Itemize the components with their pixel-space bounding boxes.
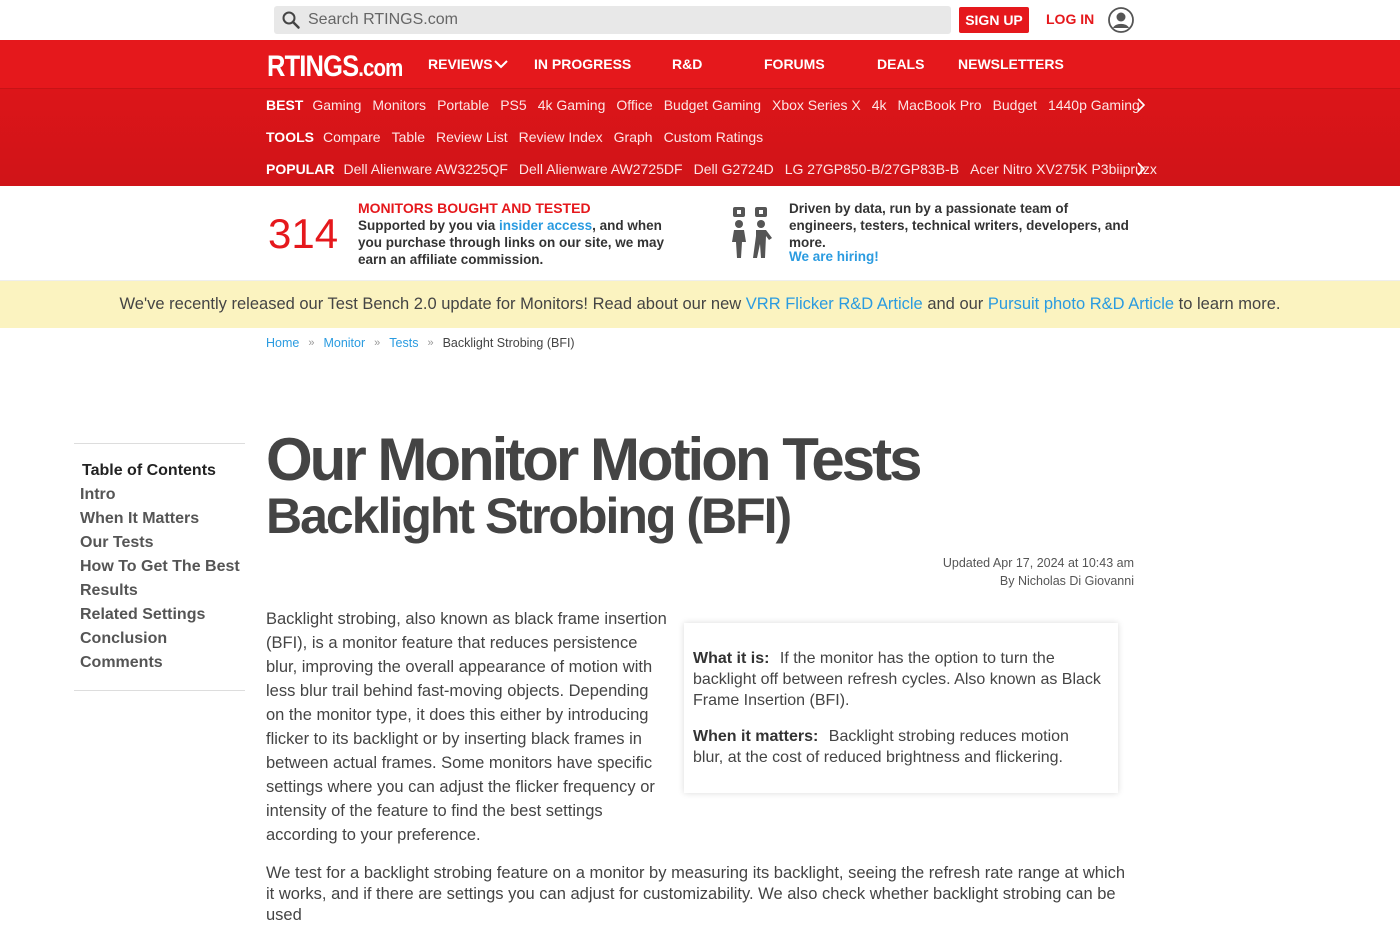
best-link[interactable]: 4k Gaming bbox=[537, 97, 606, 113]
tools-link[interactable]: Graph bbox=[613, 129, 653, 145]
tested-count: 314 bbox=[268, 210, 339, 257]
intro-paragraph: Backlight strobing, also known as black frame insertion (BFI), is a monitor feature that reduces persistence blur, improving the overall appearance of motion with less blur trail behind fast-moving objects. Depending on the monitor type, it does this either by introducing flicker to its backlight or by inserting black frames in between actual frames. Some monitors have specific settings where you can adjust the flicker frequency or intensity of the feature to find the best settings according to your preference. bbox=[266, 610, 667, 844]
tools-link[interactable]: Review List bbox=[436, 129, 508, 145]
nav-rnd[interactable]: R&D bbox=[672, 56, 703, 72]
chevron-down-icon[interactable] bbox=[494, 60, 508, 69]
search-box[interactable] bbox=[274, 6, 951, 34]
toc-item-intro[interactable]: Intro bbox=[80, 486, 116, 503]
toc-item-when-it-matters[interactable]: When It Matters bbox=[80, 510, 200, 527]
best-link[interactable]: Budget bbox=[992, 97, 1037, 113]
breadcrumb-separator-icon: » bbox=[308, 337, 315, 349]
toc-item-our-tests[interactable]: Our Tests bbox=[80, 534, 154, 551]
popular-link[interactable]: LG 27GP850-B/27GP83B-B bbox=[784, 161, 960, 177]
best-link[interactable]: MacBook Pro bbox=[897, 97, 982, 113]
search-icon[interactable] bbox=[282, 11, 300, 29]
site-logo[interactable]: RTINGS.com bbox=[267, 50, 403, 83]
popular-link[interactable]: Acer Nitro XV275K P3biipruzx bbox=[970, 161, 1157, 177]
announcement-banner: We've recently released our Test Bench 2.0 update for Monitors! Read about our new VRR Flicker R&D Article and our Pursuit photo R&D Article to learn more. bbox=[0, 281, 1400, 328]
breadcrumb bbox=[266, 336, 575, 350]
table-of-contents bbox=[74, 443, 245, 691]
test-paragraph: We test for a backlight strobing feature on a monitor by measuring its backlight, seeing the refresh rate range at which it works, and if there are settings you can adjust for customizability. We also check whether backlight strobing can be used bbox=[266, 864, 1126, 924]
tools-row bbox=[266, 121, 774, 153]
best-row bbox=[266, 89, 1151, 121]
popular-label: POPULAR bbox=[266, 161, 335, 177]
toc-item-comments[interactable]: Comments bbox=[80, 654, 163, 671]
toc-title: Table of Contents bbox=[82, 462, 216, 479]
page-title: Our Monitor Motion Tests bbox=[266, 426, 920, 493]
tools-label: TOOLS bbox=[266, 129, 314, 145]
search-input[interactable] bbox=[308, 11, 908, 29]
nav-reviews[interactable]: REVIEWS bbox=[428, 56, 493, 72]
nav-in-progress[interactable]: IN PROGRESS bbox=[534, 56, 632, 72]
breadcrumb-separator-icon: » bbox=[374, 337, 381, 349]
tools-link[interactable]: Table bbox=[391, 129, 426, 145]
login-link[interactable]: LOG IN bbox=[1046, 11, 1095, 27]
when-it-matters: When it matters: Backlight strobing reduces motion blur, at the cost of reduced brightness and flickering. bbox=[693, 728, 1069, 766]
best-link[interactable]: Portable bbox=[437, 97, 490, 113]
top-bar bbox=[0, 0, 1400, 40]
toc-item-best-results[interactable]: How To Get The Best Results bbox=[80, 558, 240, 599]
what-it-is: What it is: If the monitor has the option to turn the backlight off between refresh cycles. Also known as Black Frame Insertion (BFI). bbox=[693, 650, 1101, 709]
popular-row bbox=[266, 153, 1168, 185]
best-link[interactable]: Budget Gaming bbox=[663, 97, 761, 113]
breadcrumb-tests[interactable]: Tests bbox=[389, 336, 419, 350]
pursuit-photo-link[interactable]: Pursuit photo R&D Article bbox=[987, 295, 1175, 313]
author-link[interactable]: By Nicholas Di Giovanni bbox=[999, 574, 1134, 588]
summary-card bbox=[684, 623, 1118, 793]
insider-access-link[interactable]: insider access bbox=[499, 218, 593, 233]
hiring-link[interactable]: We are hiring! bbox=[789, 249, 879, 264]
vrr-flicker-link[interactable]: VRR Flicker R&D Article bbox=[745, 295, 923, 313]
best-link[interactable]: PS5 bbox=[500, 97, 527, 113]
page-subtitle: Backlight Strobing (BFI) bbox=[266, 488, 791, 544]
signup-button[interactable]: SIGN UP bbox=[959, 7, 1029, 33]
best-link[interactable]: Office bbox=[616, 97, 653, 113]
nav-deals[interactable]: DEALS bbox=[877, 56, 925, 72]
nav-forums[interactable]: FORUMS bbox=[764, 56, 825, 72]
updated-timestamp: Updated Apr 17, 2024 at 10:43 am bbox=[942, 556, 1134, 570]
popular-link[interactable]: Dell Alienware AW2725DF bbox=[518, 161, 683, 177]
team-icon bbox=[728, 206, 774, 260]
promo-strip bbox=[0, 186, 1400, 281]
tools-link[interactable]: Compare bbox=[322, 129, 381, 145]
best-link[interactable]: 4k bbox=[871, 97, 887, 113]
chevron-right-icon[interactable] bbox=[1136, 162, 1146, 176]
account-avatar-icon[interactable] bbox=[1108, 7, 1134, 33]
popular-link[interactable]: Dell Alienware AW3225QF bbox=[343, 161, 508, 177]
best-label: BEST bbox=[266, 97, 304, 113]
best-link[interactable]: 1440p Gaming bbox=[1047, 97, 1140, 113]
promo-heading: MONITORS BOUGHT AND TESTED bbox=[358, 200, 591, 216]
best-link[interactable]: Xbox Series X bbox=[772, 97, 861, 113]
sub-nav bbox=[0, 89, 1400, 186]
chevron-right-icon[interactable] bbox=[1136, 98, 1146, 112]
best-link[interactable]: Monitors bbox=[372, 97, 427, 113]
tools-link[interactable]: Custom Ratings bbox=[663, 129, 764, 145]
breadcrumb-separator-icon: » bbox=[427, 337, 434, 349]
tools-link[interactable]: Review Index bbox=[518, 129, 603, 145]
toc-item-conclusion[interactable]: Conclusion bbox=[80, 630, 168, 647]
breadcrumb-monitor[interactable]: Monitor bbox=[323, 336, 366, 350]
breadcrumb-home[interactable]: Home bbox=[266, 336, 300, 350]
main-nav bbox=[0, 40, 1400, 89]
nav-newsletters[interactable]: NEWSLETTERS bbox=[958, 56, 1064, 72]
toc-item-related-settings[interactable]: Related Settings bbox=[80, 606, 206, 623]
support-text: Supported by you via insider access, and when you purchase through links on our site, we may earn an affiliate commission. bbox=[358, 218, 665, 267]
best-link[interactable]: Gaming bbox=[312, 97, 362, 113]
breadcrumb-current: Backlight Strobing (BFI) bbox=[442, 336, 575, 350]
team-text: Driven by data, run by a passionate team of engineers, testers, technical writers, developers, and more. bbox=[789, 201, 1129, 250]
popular-link[interactable]: Dell G2724D bbox=[693, 161, 774, 177]
